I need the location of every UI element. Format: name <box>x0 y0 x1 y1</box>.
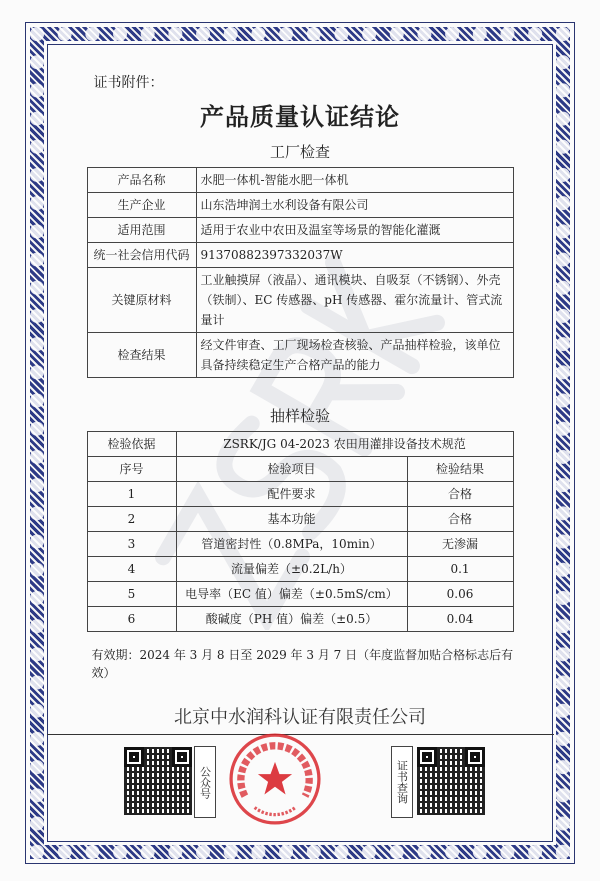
row-label: 适用范围 <box>87 218 196 243</box>
basis-value: ZSRK/JG 04-2023 农田用灌排设备技术规范 <box>176 432 513 457</box>
row-label: 检查结果 <box>87 333 196 378</box>
column-header: 检验结果 <box>407 457 513 482</box>
cell: 3 <box>87 532 176 557</box>
cell: 0.06 <box>407 582 513 607</box>
row-value: 经文件审查、工厂现场检查核验、产品抽样检验，该单位具备持续稳定生产合格产品的能力 <box>196 333 513 378</box>
factory-table <box>87 167 514 378</box>
row-label: 统一社会信用代码 <box>87 243 196 268</box>
table-row <box>87 432 513 457</box>
table-row <box>87 607 513 632</box>
page-title: 产品质量认证结论 <box>200 102 400 131</box>
sampling-table <box>87 431 514 632</box>
table-row <box>87 333 513 378</box>
cell: 酸碱度（PH 值）偏差（±0.5） <box>176 607 407 632</box>
qr-code-certificate-query[interactable] <box>417 747 485 815</box>
row-value: 适用于农业中农田及温室等场景的智能化灌溉 <box>196 218 513 243</box>
footer <box>87 743 514 821</box>
cell: 电导率（EC 值）偏差（±0.5mS/cm） <box>176 582 407 607</box>
star-icon <box>257 762 291 795</box>
cell: 0.1 <box>407 557 513 582</box>
validity-period: 有效期：2024 年 3 月 8 日至 2029 年 3 月 7 日（年度监督加贴合格标志后有效） <box>91 648 514 680</box>
row-label: 关键原材料 <box>87 268 196 333</box>
cell: 合格 <box>407 482 513 507</box>
table-row <box>87 582 513 607</box>
cell: 0.04 <box>407 607 513 632</box>
company-seal <box>227 731 323 827</box>
sampling-heading: 抽样检验 <box>269 407 330 425</box>
table-row <box>87 218 513 243</box>
cell: 5 <box>87 582 176 607</box>
table-row <box>87 507 513 532</box>
table-row <box>87 482 513 507</box>
row-value: 91370882397332037W <box>196 243 513 268</box>
qr-code-public-account[interactable] <box>124 747 192 815</box>
attachment-label: 证书附件： <box>93 75 164 91</box>
cell: 4 <box>87 557 176 582</box>
table-row <box>87 557 513 582</box>
table-row <box>87 268 513 333</box>
table-row <box>87 243 513 268</box>
table-row <box>87 193 513 218</box>
cell: 合格 <box>407 507 513 532</box>
issuer-name: 北京中水润科认证有限责任公司 <box>174 707 426 728</box>
cell: 管道密封性（0.8MPa，10min） <box>176 532 407 557</box>
cell: 1 <box>87 482 176 507</box>
cell: 2 <box>87 507 176 532</box>
cell: 基本功能 <box>176 507 407 532</box>
table-row <box>87 168 513 193</box>
cell: 6 <box>87 607 176 632</box>
column-header: 序号 <box>87 457 176 482</box>
qr-right-label: 证书查询 <box>391 746 413 818</box>
column-header: 检验项目 <box>176 457 407 482</box>
row-label: 生产企业 <box>87 193 196 218</box>
row-value: 工业触摸屏（液晶）、通讯模块、自吸泵（不锈钢）、外壳（铁制）、EC 传感器、pH 传感器、霍尔流量计、管式流量计 <box>196 268 513 333</box>
factory-heading: 工厂检查 <box>269 143 330 161</box>
basis-label: 检验依据 <box>87 432 176 457</box>
qr-left-label: 公众号 <box>194 746 216 818</box>
row-label: 产品名称 <box>87 168 196 193</box>
cell: 配件要求 <box>176 482 407 507</box>
table-header-row <box>87 457 513 482</box>
cell: 流量偏差（±0.2L/h） <box>176 557 407 582</box>
cell: 无渗漏 <box>407 532 513 557</box>
certificate-content <box>87 0 514 881</box>
row-value: 水肥一体机-智能水肥一体机 <box>196 168 513 193</box>
table-row <box>87 532 513 557</box>
row-value: 山东浩坤润土水利设备有限公司 <box>196 193 513 218</box>
